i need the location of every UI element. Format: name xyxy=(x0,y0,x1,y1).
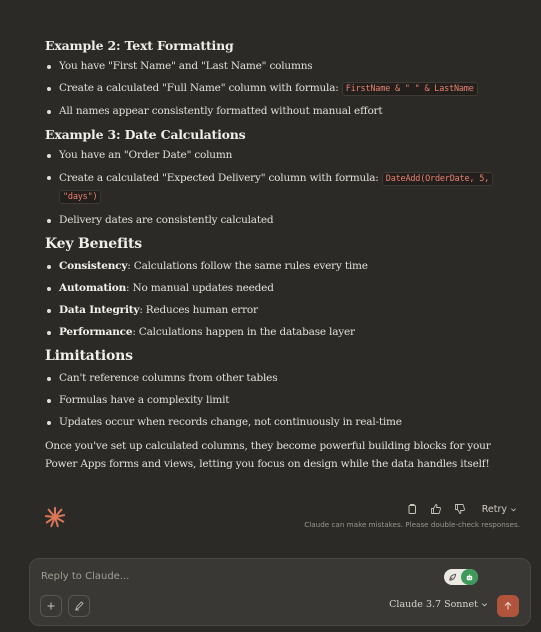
limitations-list xyxy=(45,371,515,430)
example-2-heading: Example 2: Text Formatting xyxy=(45,38,234,53)
list-item: You have "First Name" and "Last Name" columns xyxy=(45,59,515,74)
list-item: Formulas have a complexity limit xyxy=(45,393,515,408)
copy-icon[interactable] xyxy=(406,503,418,515)
list-item: Can't reference columns from other tables xyxy=(45,371,515,386)
example-3-heading: Example 3: Date Calculations xyxy=(45,127,246,142)
reply-input[interactable]: Reply to Claude... xyxy=(41,571,130,582)
message-actions xyxy=(406,503,517,515)
list-item: Create a calculated "Full Name" column with formula: FirstName & " " & LastName xyxy=(45,81,515,97)
inline-code: "days") xyxy=(59,190,101,204)
composer xyxy=(29,558,531,626)
closing-paragraph: Once you've set up calculated columns, they become powerful building blocks for your Power Apps forms and views, letting you focus on design while the data handles itself! xyxy=(45,440,491,470)
list-item: Updates occur when records change, not continuously in real-time xyxy=(45,415,515,430)
retry-label: Retry xyxy=(481,503,507,515)
inline-code: DateAdd(OrderDate, 5, xyxy=(382,172,493,186)
assistant-message xyxy=(45,38,515,473)
inline-code: FirstName & " " & LastName xyxy=(342,82,478,96)
send-arrow-icon xyxy=(503,601,513,611)
example-2-list xyxy=(45,59,515,119)
pen-icon xyxy=(74,601,84,611)
example-3-list xyxy=(45,148,515,228)
leaf-icon xyxy=(444,569,461,585)
key-benefits-heading: Key Benefits xyxy=(45,236,142,252)
plus-icon xyxy=(46,601,56,611)
robot-icon xyxy=(461,569,478,585)
list-item: Automation: No manual updates needed xyxy=(45,281,515,296)
send-button[interactable] xyxy=(497,595,519,617)
model-selector[interactable] xyxy=(389,599,488,610)
list-item: Performance: Calculations happen in the database layer xyxy=(45,325,515,340)
thumbs-up-icon[interactable] xyxy=(430,503,442,515)
list-item: All names appear consistently formatted without manual effort xyxy=(45,104,515,119)
claude-logo-icon xyxy=(44,506,66,528)
list-item: Consistency: Calculations follow the same rules every time xyxy=(45,259,515,274)
list-item: You have an "Order Date" column xyxy=(45,148,515,163)
disclaimer-text: Claude can make mistakes. Please double-check responses. xyxy=(304,520,520,529)
thumbs-down-icon[interactable] xyxy=(454,503,466,515)
retry-button[interactable] xyxy=(482,504,517,515)
limitations-heading: Limitations xyxy=(45,348,133,364)
list-item: Data Integrity: Reduces human error xyxy=(45,303,515,318)
list-item: Delivery dates are consistently calculated xyxy=(45,213,515,228)
mode-toggle[interactable] xyxy=(444,569,478,585)
chevron-down-icon xyxy=(510,506,517,513)
style-button[interactable] xyxy=(68,595,90,617)
benefits-list xyxy=(45,259,515,340)
list-item: Create a calculated "Expected Delivery" column with formula: DateAdd(OrderDate, 5, "days") xyxy=(45,170,515,206)
add-attachment-button[interactable] xyxy=(40,595,62,617)
chevron-down-icon xyxy=(481,601,488,608)
model-label: Claude 3.7 Sonnet xyxy=(389,599,478,610)
